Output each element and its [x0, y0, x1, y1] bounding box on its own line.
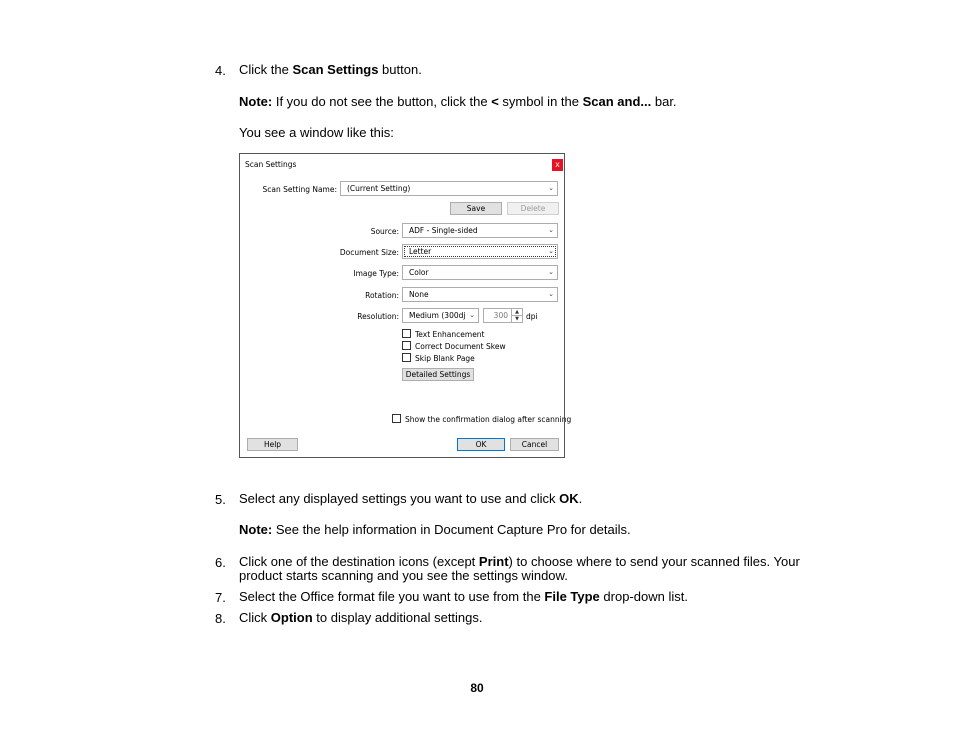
- dialog-title: Scan Settings: [245, 160, 297, 169]
- resolution-label: Resolution:: [357, 312, 399, 321]
- window-intro: You see a window like this:: [239, 125, 394, 140]
- step-6-text: Click one of the destination icons (except Print) to choose where to send your scanned files. Your product starts scanning and you see the settings window.: [239, 554, 800, 583]
- dpi-value: 300: [493, 311, 508, 320]
- image-type-label: Image Type:: [353, 269, 399, 278]
- save-button[interactable]: Save: [450, 202, 502, 215]
- dpi-stepper[interactable]: [483, 308, 523, 323]
- chevron-down-icon: ⌄: [469, 311, 475, 319]
- document-size-select[interactable]: Letter ⌄: [402, 244, 558, 259]
- scan-settings-dialog: [239, 153, 572, 458]
- chevron-down-icon: ⌄: [548, 226, 554, 234]
- ok-button[interactable]: OK: [457, 438, 505, 451]
- text-enhancement-checkbox[interactable]: Text Enhancement: [402, 329, 485, 339]
- step-4-number: 4.: [215, 63, 226, 78]
- note-2: Note: See the help information in Document Capture Pro for details.: [239, 522, 631, 537]
- checkbox-icon: [392, 414, 401, 423]
- step-6-number: 6.: [215, 555, 226, 570]
- chevron-down-icon: ⌄: [548, 247, 554, 255]
- correct-skew-checkbox[interactable]: Correct Document Skew: [402, 341, 506, 351]
- chevron-down-icon: ⌄: [548, 268, 554, 276]
- step-5-text: Select any displayed settings you want to use and click OK.: [239, 491, 583, 506]
- show-confirmation-checkbox[interactable]: Show the confirmation dialog after scanning: [392, 414, 571, 424]
- step-4-text: Click the Scan Settings button.: [239, 62, 422, 77]
- step-7-text: Select the Office format file you want to use from the File Type drop-down list.: [239, 589, 688, 604]
- close-icon[interactable]: x: [552, 159, 563, 171]
- delete-button[interactable]: Delete: [507, 202, 559, 215]
- skip-blank-checkbox[interactable]: Skip Blank Page: [402, 353, 475, 363]
- resolution-select[interactable]: Medium (300dj ⌄: [402, 308, 479, 323]
- step-7-number: 7.: [215, 590, 226, 605]
- scan-setting-name-label: Scan Setting Name:: [262, 185, 337, 194]
- up-arrow-icon[interactable]: ▲: [512, 309, 522, 316]
- checkbox-icon: [402, 353, 411, 362]
- scan-setting-name-select[interactable]: (Current Setting) ⌄: [340, 181, 558, 196]
- document-size-label: Document Size:: [339, 248, 399, 257]
- page-number: 80: [470, 681, 484, 695]
- help-button[interactable]: Help: [247, 438, 298, 451]
- cancel-button[interactable]: Cancel: [510, 438, 559, 451]
- checkbox-icon: [402, 341, 411, 350]
- chevron-down-icon: ⌄: [548, 184, 554, 192]
- step-8-number: 8.: [215, 611, 226, 626]
- note-1: Note: If you do not see the button, click the < symbol in the Scan and... bar.: [239, 94, 677, 109]
- detailed-settings-button[interactable]: Detailed Settings: [402, 368, 474, 381]
- chevron-down-icon: ⌄: [548, 290, 554, 298]
- down-arrow-icon[interactable]: ▼: [515, 315, 519, 322]
- source-label: Source:: [370, 227, 399, 236]
- dpi-unit: dpi: [526, 312, 538, 321]
- source-select[interactable]: ADF - Single-sided ⌄: [402, 223, 558, 238]
- step-8-text: Click Option to display additional settings.: [239, 610, 483, 625]
- rotation-label: Rotation:: [365, 291, 399, 300]
- checkbox-icon: [402, 329, 411, 338]
- rotation-select[interactable]: None ⌄: [402, 287, 558, 302]
- image-type-select[interactable]: Color ⌄: [402, 265, 558, 280]
- step-5-number: 5.: [215, 492, 226, 507]
